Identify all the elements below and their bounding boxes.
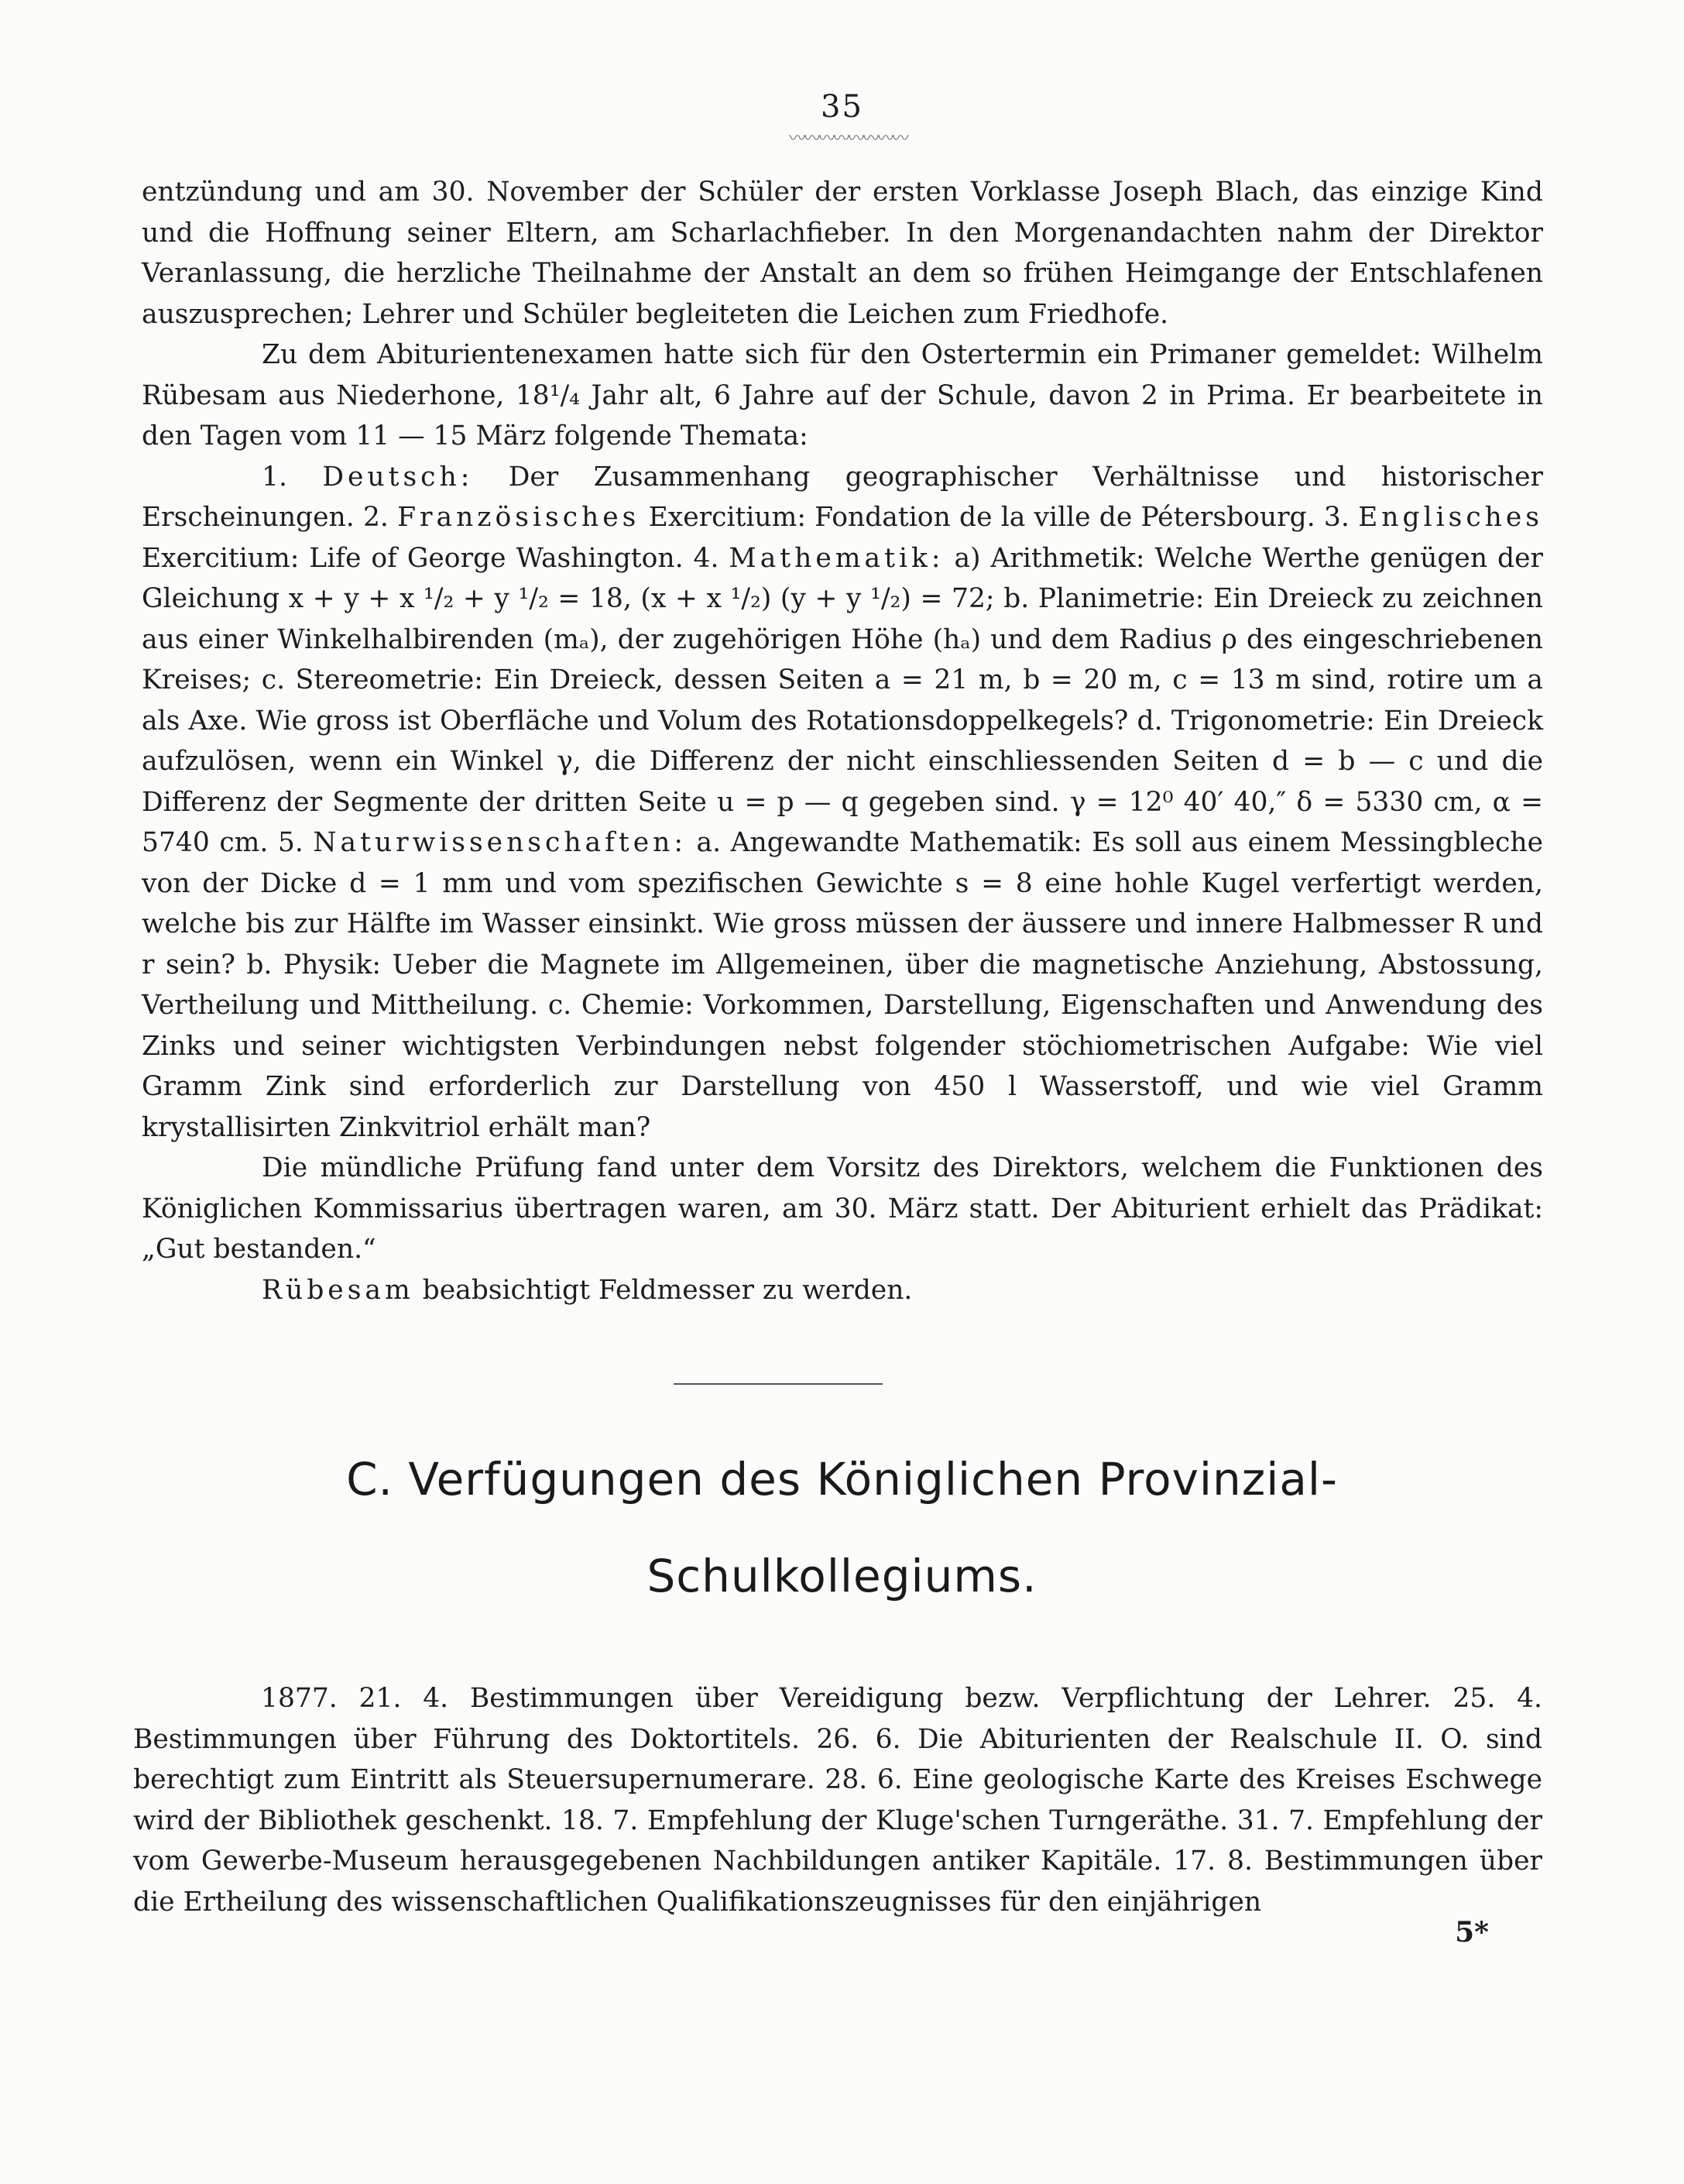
section-heading-line-1: C. Verfügungen des Königlichen Provinzial- xyxy=(346,1453,1338,1506)
subject-mathematik: Mathematik: xyxy=(729,542,945,574)
englisch-topic: Exercitium: Life of George Washington. 4. xyxy=(142,542,729,574)
naturwissenschaften-topics: a. Angewandte Mathematik: Es soll aus einem Messingbleche von der Dicke d = 1 mm und vom spezifischen Gewichte s = 8 eine hohle Kugel verfertigt werden, welche bis zur Hälfte im Wasser einsinkt. Wie gross müssen der äussere und innere Halbmesser R und r sein? b. Physik: Ueber die Magnete im Allgemeinen, über die magnetische Anziehung, Abstossung, Vertheilung und Mittheilung. c. Chemie: Vorkommen, Darstellung, Eigenschaften und Anwendung des Zinks und seiner wichtigsten Verbindungen nebst folgender stöchiometrischen Aufgabe: Wie viel Gramm Zink sind erforderlich zur Darstellung von 450 l Wasserstoff, und wie viel Gramm krystallisirten Zinkvitriol erhält man? xyxy=(142,827,1543,1143)
signature-mark: 5* xyxy=(1455,1916,1489,1949)
subject-deutsch: Deutsch: xyxy=(322,461,474,493)
franzoesisch-topic: Exercitium: Fondation de la ville de Pétersbourg. 3. xyxy=(640,502,1359,533)
paragraph-1: entzündung und am 30. November der Schüler der ersten Vorklasse Joseph Blach, das einzige Kind und die Hoffnung seiner Eltern, am Scharlachfieber. In den Morgenandachten nahm der Direktor Veranlassung, die herzliche Theilnahme der Anstalt an dem so frühen Heimgange der Entschlafenen auszusprechen; Lehrer und Schüler begleiteten die Leichen zum Friedhofe. xyxy=(142,177,1543,330)
paragraph-3 xyxy=(142,457,1543,1149)
body-text xyxy=(142,172,1543,1310)
subject-franzoesisch: Französisches xyxy=(397,502,640,533)
item-number: 1. xyxy=(262,461,323,493)
section-text xyxy=(133,1678,1542,1922)
deutsch-topic: Der Zusammenhang geographischer Verhältnisse und historischer Erscheinungen. 2. xyxy=(142,461,1543,533)
student-name: Rübesam xyxy=(262,1274,414,1306)
subject-naturwissenschaften: Naturwissenschaften: xyxy=(313,827,687,858)
paragraph-4: Die mündliche Prüfung fand unter dem Vorsitz des Direktors, welchem die Funktionen des Königlichen Kommissarius übertragen waren, am 30. März statt. Der Abiturient erhielt das Prädikat: „Gut bestanden.“ xyxy=(142,1152,1543,1265)
mathematik-topics: a) Arithmetik: Welche Werthe genügen der Gleichung x + y + x ¹/₂ + y ¹/₂ = 18, (x + x ¹/₂) (y + y ¹/₂) = 72; b. Planimetrie: Ein Dreieck zu zeichnen aus einer Winkelhalbirenden (mₐ), der zugehörigen Höhe (hₐ) und dem Radius ρ des eingeschriebenen Kreises; c. Stereometrie: Ein Dreieck, dessen Seiten a = 21 m, b = 20 m, c = 13 m sind, rotire um a als Axe. Wie gross ist Oberfläche und Volum des Rotationsdoppelkegels? d. Trigonometrie: Ein Dreieck aufzulösen, wenn ein Winkel γ, die Differenz der nicht einschliessenden Seiten d = b — c und die Differenz der Segmente der dritten Seite u = p — q gegeben sind. γ = 12⁰ 40′ 40,″ δ = 5330 cm, α = 5740 cm. 5. xyxy=(142,542,1543,858)
paragraph-2: Zu dem Abiturientenexamen hatte sich für den Ostertermin ein Primaner gemeldet: Wilhelm Rübesam aus Niederhone, 18¹/₄ Jahr alt, 6 Jahre auf der Schule, davon 2 in Prima. Er bearbeitete in den Tagen vom 11 — 15 März folgende Themata: xyxy=(142,339,1543,452)
section-paragraph: 1877. 21. 4. Bestimmungen über Vereidigung bezw. Verpflichtung der Lehrer. 25. 4. Bestimmungen über Führung des Doktortitels. 26. 6. Die Abiturienten der Realschule II. O. sind berechtigt zum Eintritt als Steuersupernumerare. 28. 6. Eine geologische Karte des Kreises Eschwege wird der Bibliothek geschenkt. 18. 7. Empfehlung der Kluge'schen Turngeräthe. 31. 7. Empfehlung der vom Gewerbe-Museum herausgegebenen Nachbildungen antiker Kapitäle. 17. 8. Bestimmungen über die Ertheilung des wissenschaftlichen Qualifikationszeugnisses für den einjährigen xyxy=(133,1683,1542,1918)
section-heading-line-2: Schulkollegiums. xyxy=(647,1550,1037,1602)
page-number-ornament: 〰〰〰〰〰〰〰〰 xyxy=(788,129,907,149)
career-plan: beabsichtigt Feldmesser zu werden. xyxy=(413,1274,913,1306)
paragraph-5 xyxy=(142,1270,1543,1311)
subject-englisch: Englisches xyxy=(1358,502,1543,533)
page-number: 35 xyxy=(821,89,863,125)
section-divider xyxy=(674,1383,883,1385)
